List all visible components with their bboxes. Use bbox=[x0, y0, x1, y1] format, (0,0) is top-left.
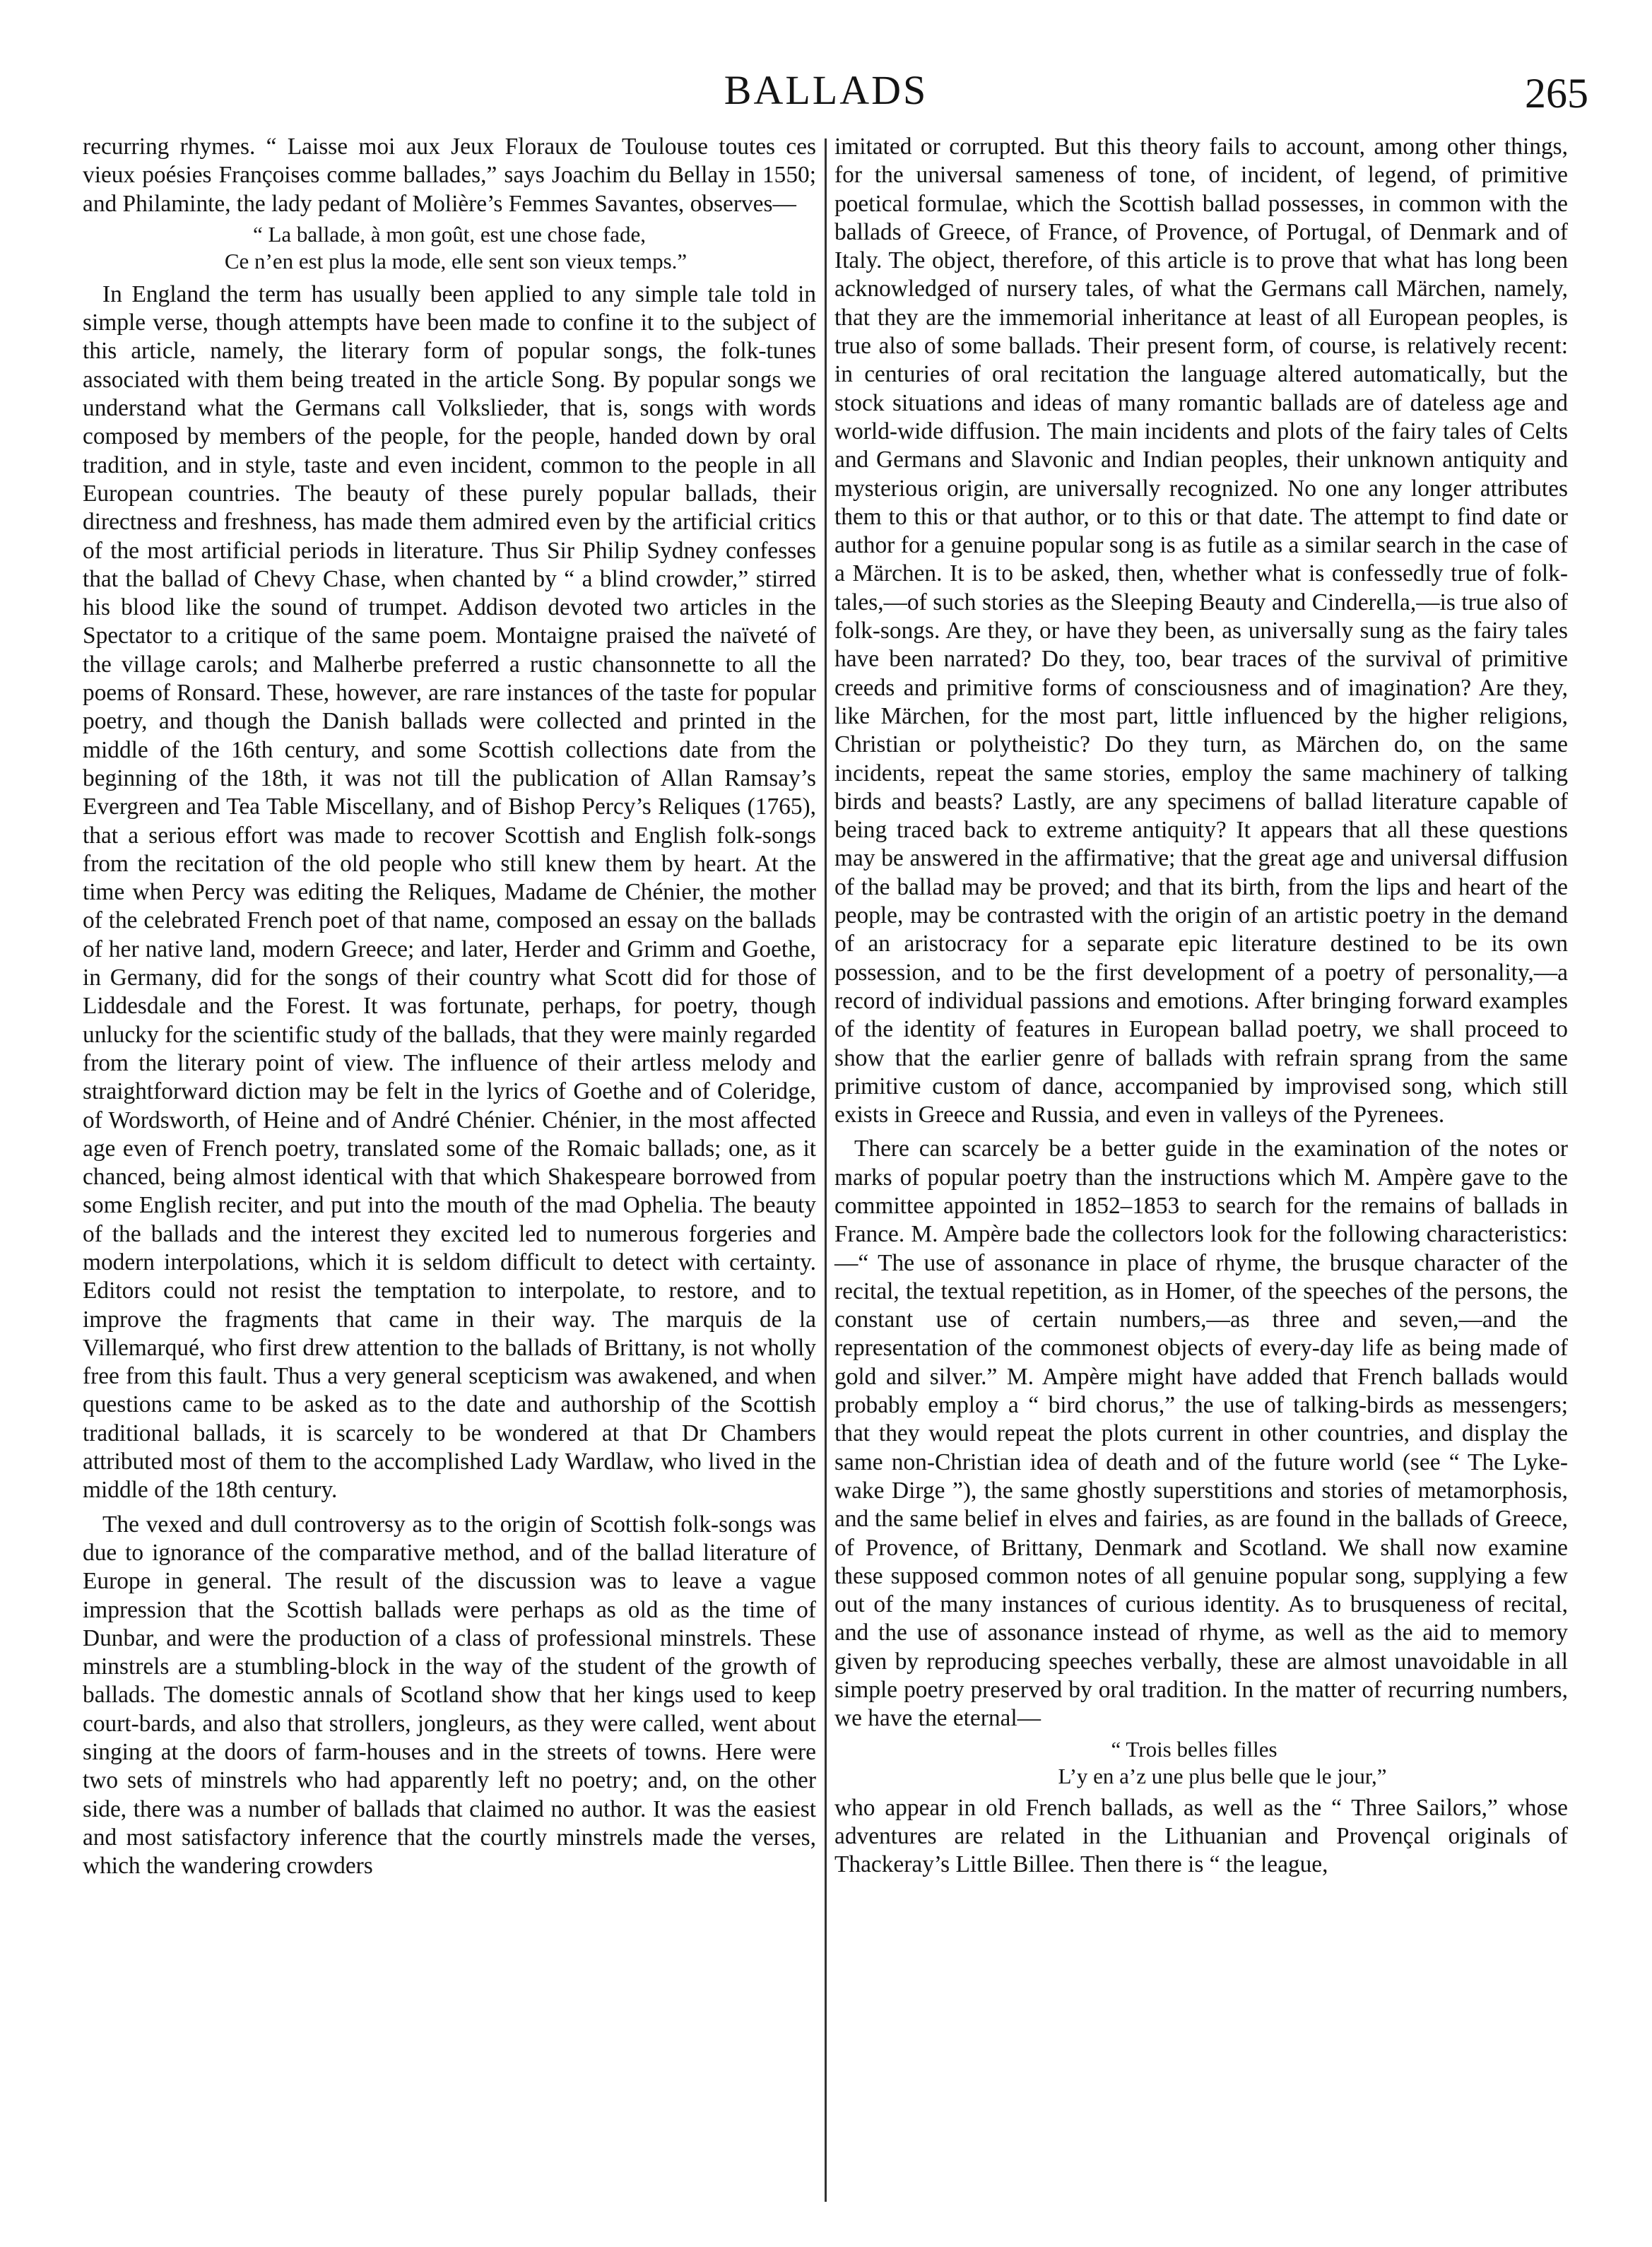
left-paragraph-3: The vexed and dull controversy as to the origin of Scottish folk-songs was due to ignorance of the comparative method, and of the ballad literature of Europe in general. The result of the discussion was to leave a vague impression that the Scottish ballads were perhaps as old as the time of Dunbar, and were the production of a class of professional minstrels. These minstrels are a stumbling-block in the way of the student of the growth of ballads. The domestic annals of Scotland show that her kings used to keep court-bards, and also that strollers, jongleurs, as they were called, went about singing at the doors of farm-houses and in the streets of towns. Here were two sets of minstrels who had apparently left no poetry; and, on the other side, there was a number of ballads that claimed no author. It was the easiest and most satisfactory inference that the courtly minstrels made the verses, which the wandering crowders bbox=[83, 1511, 816, 1880]
right-verse-quote bbox=[834, 1736, 1568, 1790]
right-paragraph-1: imitated or corrupted. But this theory fails to account, among other things, for the universal sameness of tone, of incident, of legend, of primitive poetical formulae, which the Scottish ballad possesses, in common with the ballads of Greece, of France, of Provence, of Portugal, of Denmark and of Italy. The object, therefore, of this article is to prove that what has long been acknowledged of nursery tales, of what the Germans call Märchen, namely, that they are the immemorial inheritance at least of all European peoples, is true also of some ballads. Their present form, of course, is relatively recent: in centuries of oral recitation the language altered automatically, but the stock situations and ideas of many romantic ballads are of dateless age and world-wide diffusion. The main incidents and plots of the fairy tales of Celts and Germans and Slavonic and Indian peoples, their unknown antiquity and mysterious origin, are universally recognized. No one any longer attributes them to this or that author, or to this or that date. The attempt to find date or author for a genuine popular song is as futile as a similar search in the case of a Märchen. It is to be asked, then, whether what is confessedly true of folk-tales,—of such stories as the Sleeping Beauty and Cinderella,—is true also of folk-songs. Are they, or have they been, as universally sung as the fairy tales have been narrated? Do they, too, bear traces of the survival of primitive creeds and primitive forms of consciousness and of imagination? Are they, like Märchen, for the most part, little influenced by the higher religions, Christian or polytheistic? Do they turn, as Märchen do, on the same incidents, repeat the same stories, employ the same machinery of talking birds and beasts? Lastly, are any specimens of ballad literature capable of being traced back to extreme antiquity? It appears that all these questions may be answered in the affirmative; that the great age and universal diffusion of the ballad may be proved; and that its birth, from the lips and heart of the people, may be contrasted with the origin of an artistic poetry in the demand of an aristocracy for a separate epic literature destined to be its own possession, and to be the first development of a poetry of personality,—a record of individual passions and emotions. After bringing forward examples of the identity of features in European ballad poetry, we shall proceed to show that the earlier genre of ballads with refrain sprang from the same primitive custom of dance, accompanied by improvised song, which still exists in Greece and Russia, and even in valleys of the Pyrenees. bbox=[834, 134, 1568, 1128]
page-number: 265 bbox=[1525, 70, 1588, 117]
right-column bbox=[834, 133, 1568, 1880]
verse-line-1: “ Trois belles filles bbox=[1111, 1736, 1278, 1762]
verse-line-2: L’y en a’z une plus belle que le jour,” bbox=[1058, 1763, 1387, 1788]
page-header bbox=[0, 62, 1652, 119]
right-paragraph-2: There can scarcely be a better guide in the examination of the notes or marks of popular poetry than the instructions which M. Ampère gave to the committee appointed in 1852–1853 to search for the remains of ballads in France. M. Ampère bade the collectors look for the following characteristics:—“ The use of assonance in place of rhyme, the brusque character of the recital, the textual repetition, as in Homer, of the speeches of the persons, the constant use of certain numbers,—as three and seven,—and the representation of the commonest objects of every-day life as being made of gold and silver.” M. Ampère might have added that French ballads would probably employ a “ bird chorus,” the use of talking-birds as messengers; that they would repeat the plots current in other countries, and display the same non-Christian idea of death and of the future world (see “ The Lyke-wake Dirge ”), the same ghostly superstitions and stories of metamorphosis, and the same belief in elves and fairies, as are found in the ballads of Greece, of Provence, of Brittany, Denmark and Scotland. We shall now examine these supposed common notes of all genuine popular song, supplying a few out of the many instances of curious identity. As to brusqueness of recital, and the use of assonance instead of rhyme, as well as the aid to memory given by reproducing speeches verbally, these are almost unavoidable in all simple poetry preserved by oral tradition. In the matter of recurring numbers, we have the eternal— bbox=[834, 1136, 1568, 1732]
left-paragraph-2: In England the term has usually been applied to any simple tale told in simple verse, though attempts have been made to confine it to the subject of this article, namely, the literary form of popular songs, the folk-tunes associated with them being treated in the article Song. By popular songs we understand what the Germans call Volkslieder, that is, songs with words composed by members of the people, for the people, handed down by oral tradition, and in style, taste and even incident, common to the people in all European countries. The beauty of these purely popular ballads, their directness and freshness, has made them admired even by the artificial critics of the most artificial periods in literature. Thus Sir Philip Sydney confesses that the ballad of Chevy Chase, when chanted by “ a blind crowder,” stirred his blood like the sound of trumpet. Addison devoted two articles in the Spectator to a critique of the same poem. Montaigne praised the naïveté of the village carols; and Malherbe preferred a rustic chansonnette to all the poems of Ronsard. These, however, are rare instances of the taste for popular poetry, and though the Danish ballads were collected and printed in the middle of the 16th century, and some Scottish collections date from the beginning of the 18th, it was not till the publication of Allan Ramsay’s Evergreen and Tea Table Miscellany, and of Bishop Percy’s Reliques (1765), that a serious effort was made to recover Scottish and English folk-songs from the recitation of the old people who still knew them by heart. At the time when Percy was editing the Reliques, Madame de Chénier, the mother of the celebrated French poet of that name, composed an essay on the ballads of her native land, modern Greece; and later, Herder and Grimm and Goethe, in Germany, did for the songs of their country what Scott did for those of Liddesdale and the Forest. It was fortunate, perhaps, for poetry, though unlucky for the scientific study of the ballads, that they were mainly regarded from the literary point of view. The influence of their artless melody and straightforward diction may be felt in the lyrics of Goethe and of Coleridge, of Wordsworth, of Heine and of André Chénier. Chénier, in the most affected age even of French poetry, translated some of the Romaic ballads; one, as it chanced, being almost identical with that which Shakespeare borrowed from some English reciter, and put into the mouth of the mad Ophelia. The beauty of the ballads and the interest they excited led to numerous forgeries and modern interpolations, which it is seldom difficult to detect with certainty. Editors could not resist the temptation to interpolate, to restore, and to improve the fragments that came in their way. The marquis de la Villemarqué, who first drew attention to the ballads of Brittany, is not wholly free from this fault. Thus a very general scepticism was awakened, and when questions came to be asked as to the date and authorship of the Scottish traditional ballads, it is scarcely to be wondered at that Dr Chambers attributed most of them to the accomplished Lady Wardlaw, who lived in the middle of the 18th century. bbox=[83, 281, 816, 1504]
left-verse-quote bbox=[83, 221, 816, 275]
verse-line-2: Ce n’en est plus la mode, elle sent son vieux temps.” bbox=[224, 248, 688, 273]
column-divider bbox=[825, 138, 827, 2202]
left-paragraph-1: recurring rhymes. “ Laisse moi aux Jeux Floraux de Toulouse toutes ces vieux poésies Françoises comme ballades,” says Joachim du Bellay in 1550; and Philaminte, the lady pedant of Molière’s Femmes Savantes, observes— bbox=[83, 134, 816, 217]
right-paragraph-3: who appear in old French ballads, as well as the “ Three Sailors,” whose adventures are related in the Lithuanian and Provençal originals of Thackeray’s Little Billee. Then there is “ the league, bbox=[834, 1794, 1568, 1878]
left-column bbox=[83, 133, 816, 1881]
verse-line-1: “ La ballade, à mon goût, est une chose fade, bbox=[252, 221, 647, 247]
running-title: BALLADS bbox=[724, 67, 928, 113]
